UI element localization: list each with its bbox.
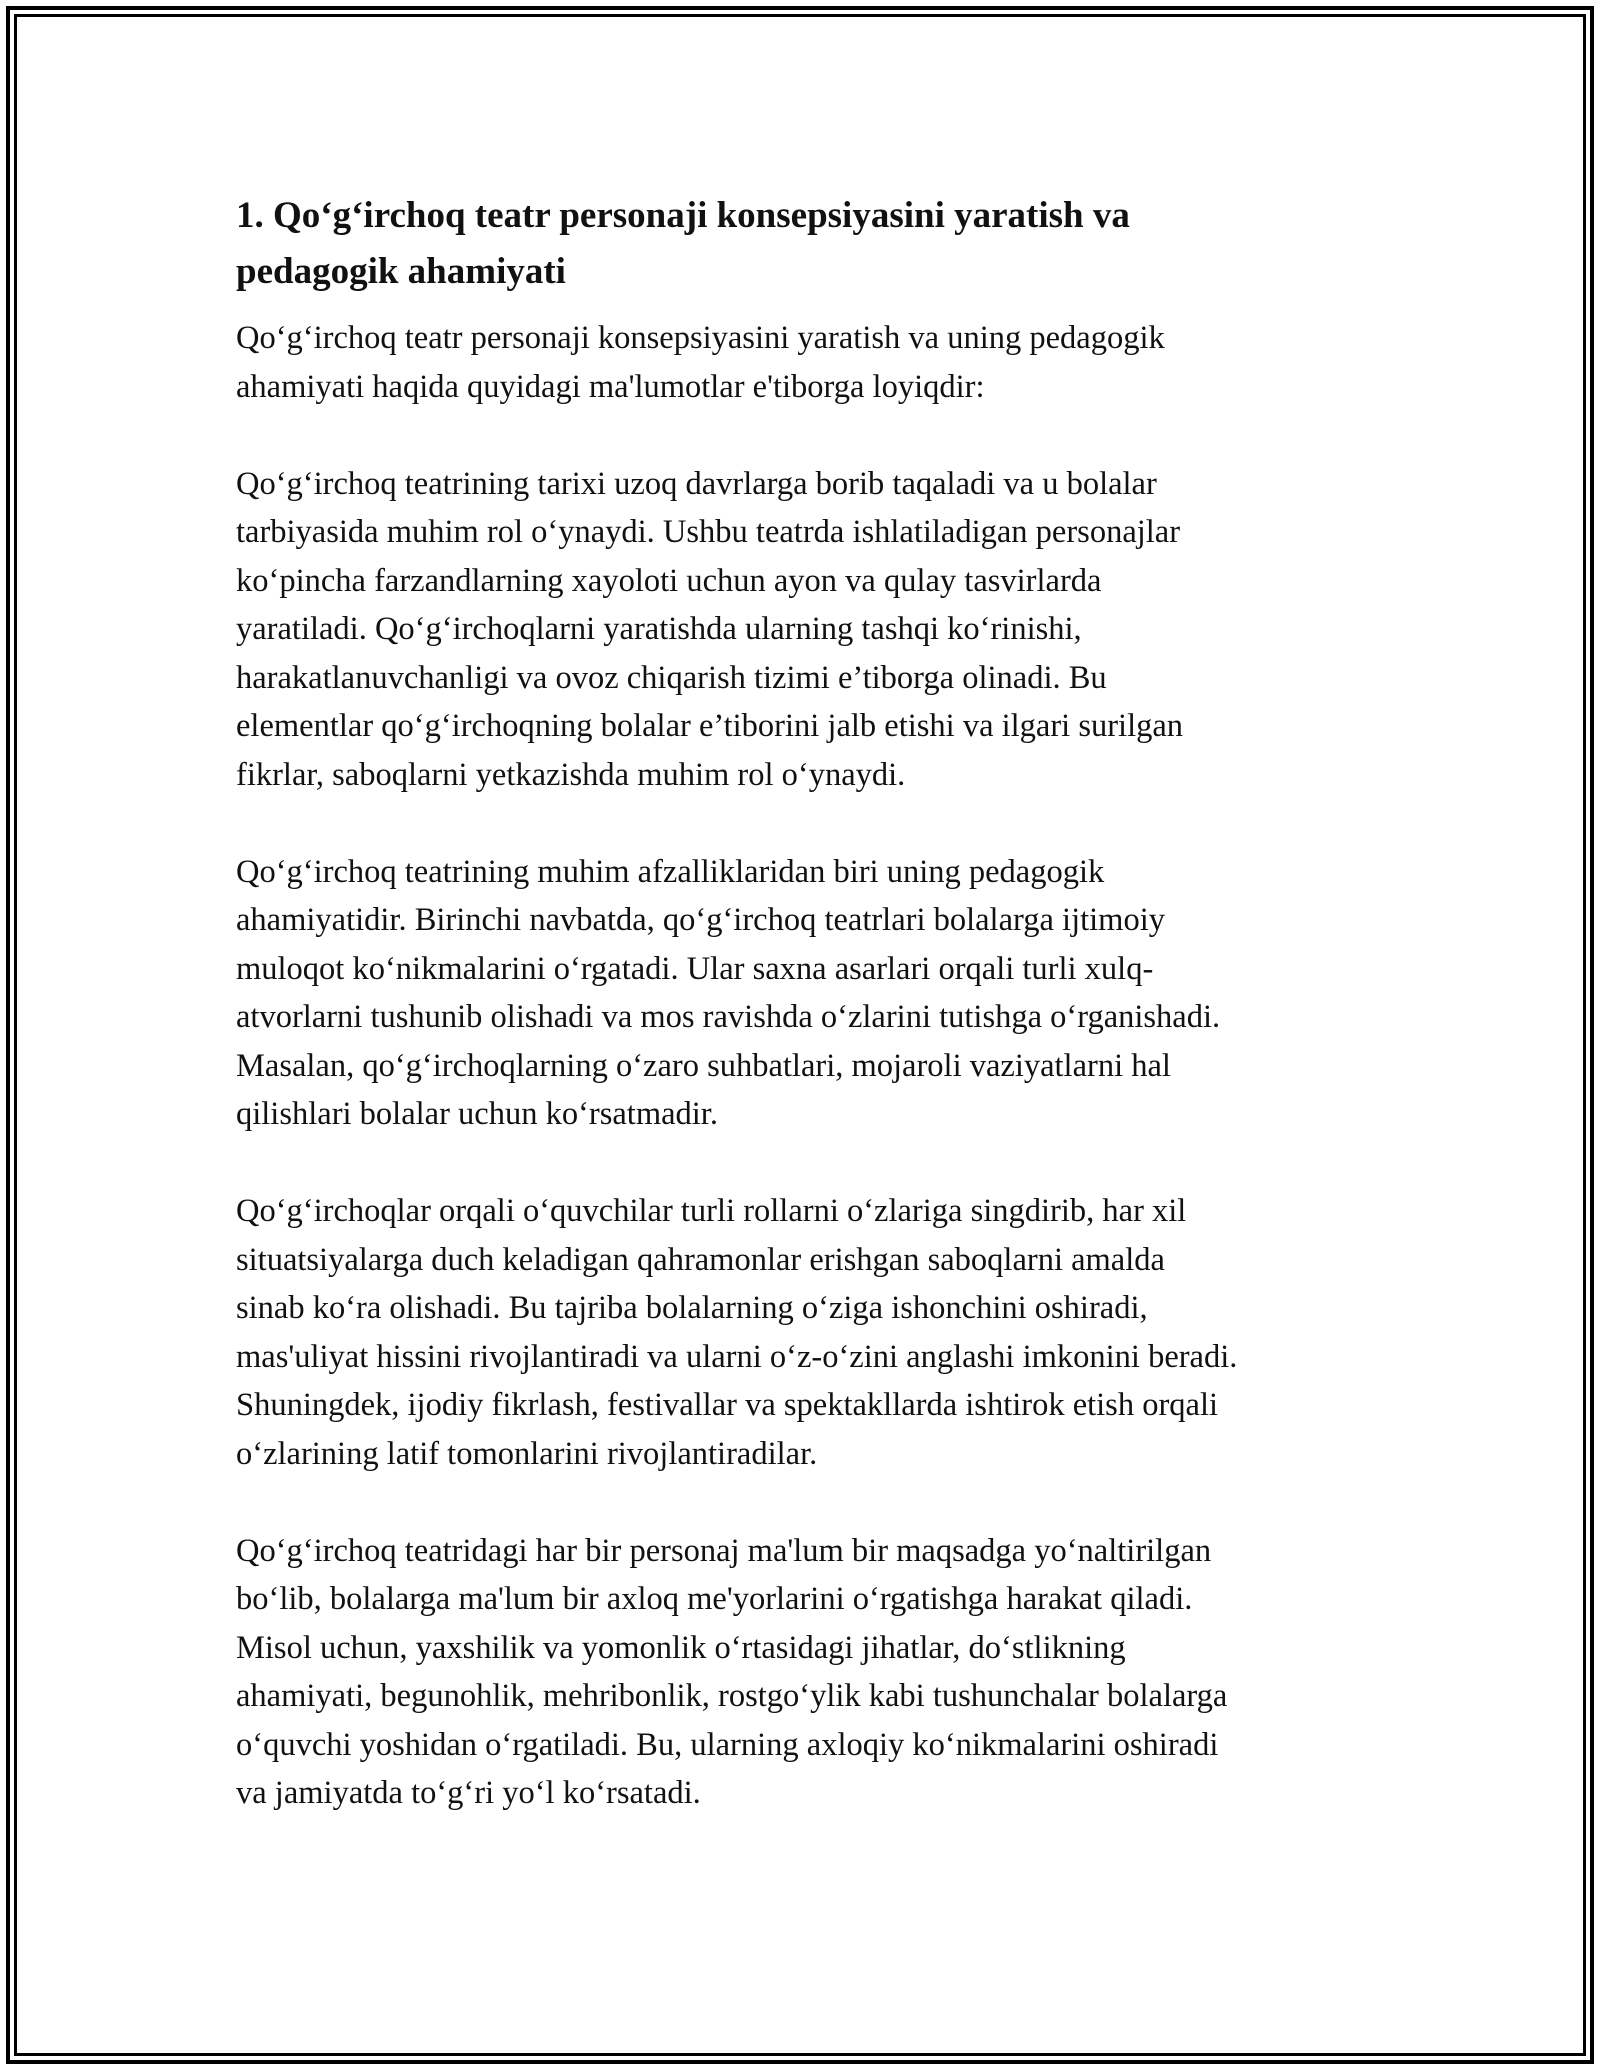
paragraph-history: Qo‘g‘irchoq teatrining tarixi uzoq davrlarga borib taqaladi va u bolalar tarbiyasida muhim rol o‘ynaydi. Ushbu teatrda ishlatiladigan personajlar ko‘pincha farzandlarning xayoloti uchun ayon va qulay tasvirlarda yaratiladi. Qo‘g‘irchoqlarni yaratishda ularning tashqi ko‘rinishi, harakatlanuvchanligi va ovoz chiqarish tizimi e’tiborga olinadi. Bu elementlar qo‘g‘irchoqning bolalar e’tiborini jalb etishi va ilgari surilgan fikrlar, saboqlarni yetkazishda muhim rol o‘ynaydi. bbox=[236, 465, 1184, 793]
paragraph-pedagogical-value: Qo‘g‘irchoq teatrining muhim afzalliklaridan biri uning pedagogik ahamiyatidir. Birinchi navbatda, qo‘g‘irchoq teatrlari bolalarga ijtimoiy muloqot ko‘nikmalarini o‘rgatadi. Ular saxna asarlari orqali turli xulq- atvorlarni tushunib olishadi va mos ravishda o‘zlarini tutishga o‘rganishadi. Masalan, qo‘g‘irchoqlarning o‘zaro suhbatlari, mojaroli vaziyatlarni hal qilishlari bolalar uchun ko‘rsatmadir. bbox=[236, 853, 1221, 1132]
paragraph-moral-norms: Qo‘g‘irchoq teatridagi har bir personaj ma'lum bir maqsadga yo‘naltirilgan bo‘lib, bolalarga ma'lum bir axloq me'yorlarini o‘rgatishga harakat qiladi. Misol uchun, yaxshilik va yomonlik o‘rtasidagi jihatlar, do‘stlikning ahamiyati, begunohlik, mehribonlik, rostgo‘ylik kabi tushunchalar bolalarga o‘quvchi yoshidan o‘rgatiladi. Bu, ularning axloqiy ko‘nikmalarini oshiradi va jamiyatda to‘g‘ri yo‘l ko‘rsatadi. bbox=[236, 1532, 1228, 1811]
paragraph-role-play: Qo‘g‘irchoqlar orqali o‘quvchilar turli rollarni o‘zlariga singdirib, har xil situatsiyalarga duch keladigan qahramonlar erishgan saboqlarni amalda sinab ko‘ra olishadi. Bu tajriba bolalarning o‘ziga ishonchini oshiradi, mas'uliyat hissini rivojlantiradi va ularni o‘z-o‘zini anglashi imkonini beradi. Shuningdek, ijodiy fikrlash, festivallar va spektakllarda ishtirok etish orqali o‘zlarining latif tomonlarini rivojlantiradilar. bbox=[236, 1193, 1238, 1472]
document-body bbox=[236, 188, 1371, 1866]
section-heading: 1. Qo‘g‘irchoq teatr personaji konsepsiyasini yaratish va pedagogik ahamiyati bbox=[236, 195, 1130, 292]
paragraph-intro: Qo‘g‘irchoq teatr personaji konsepsiyasini yaratish va uning pedagogik ahamiyati haqida quyidagi ma'lumotlar e'tiborga loyiqdir: bbox=[236, 320, 1165, 405]
